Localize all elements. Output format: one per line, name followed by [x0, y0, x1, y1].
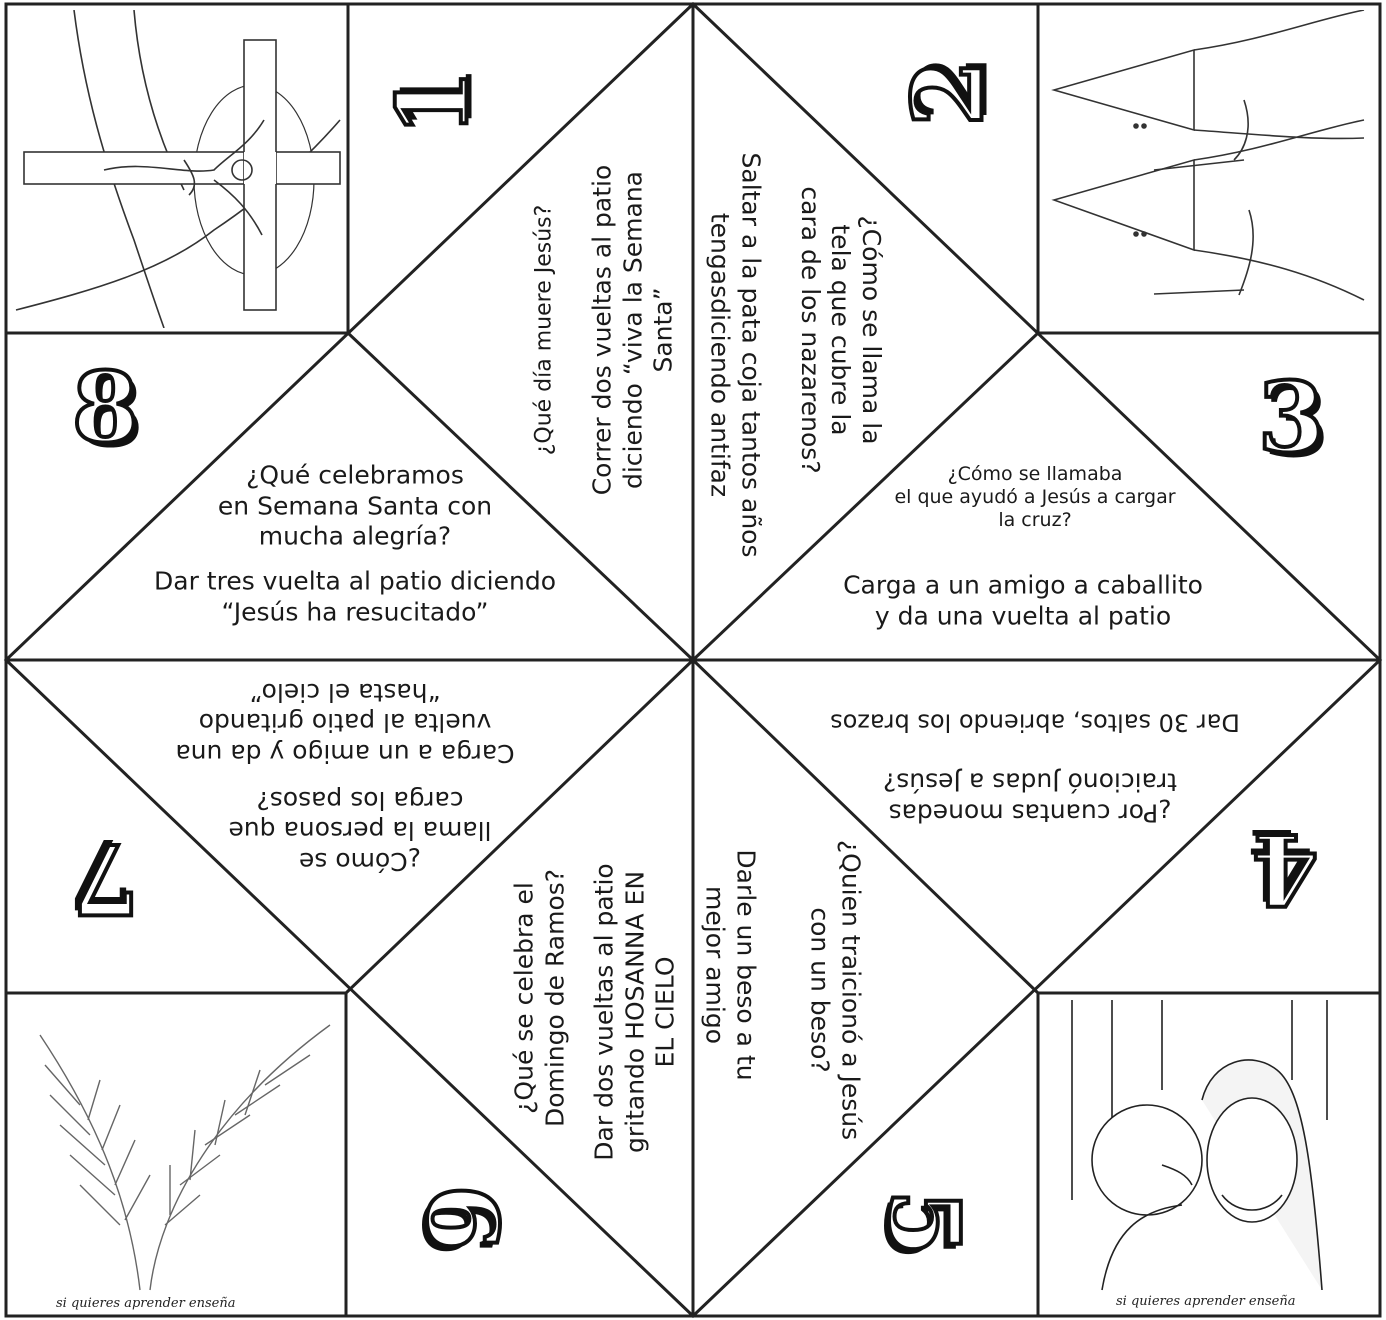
s8-question: ¿Qué celebramos en Semana Santa con mucha alegría?: [217, 460, 493, 551]
s4-challenge: Dar 30 saltos, abriendo los brazos: [830, 708, 1240, 737]
judas-kiss-drawing: [1052, 1000, 1348, 1292]
signature-bottom-right: si quieres aprender enseña: [1116, 1294, 1296, 1309]
number-8: 8: [72, 351, 139, 464]
number-5: 5: [867, 1189, 981, 1257]
number-6: 6: [405, 1184, 519, 1252]
s3-question: ¿Cómo se llamaba el que ayudó a Jesús a cargar la cruz?: [894, 463, 1176, 532]
s3-challenge: Carga a un amigo a caballito y da una vuelta al patio: [843, 570, 1203, 630]
nazarenos-drawing: [1044, 10, 1374, 328]
s5-question: ¿Quien traicionó a Jesús con un beso?: [806, 839, 866, 1141]
s1-question: ¿Qué día muere Jesús?: [531, 204, 557, 456]
signature-bottom-left: si quieres aprender enseña: [56, 1296, 236, 1311]
s1-challenge: Correr dos vueltas al patio diciendo “viva la Semana Santa”: [587, 164, 678, 496]
number-1: 1: [376, 69, 490, 137]
s5-challenge: Darle un beso a tu mejor amigo: [701, 849, 761, 1081]
crucifixion-drawing: [14, 10, 342, 328]
palm-leaves-drawing: [20, 1005, 340, 1295]
s7-question: ¿Cómo se llama la persona que carga los pasos?: [228, 785, 492, 876]
number-3: 3: [1258, 361, 1325, 474]
s6-challenge: Dar dos vueltas al patio gritando HOSANNA EN EL CIELO: [589, 863, 680, 1161]
s4-question: ¿Por cuantas monedas traicionó Judas a Jesús?: [883, 768, 1177, 828]
number-7: 7: [72, 822, 139, 935]
s2-challenge: Saltar a la pata coja tantos años tengasdiciendo antifaz: [706, 152, 766, 558]
s8-challenge: Dar tres vuelta al patio diciendo “Jesús ha resucitado”: [153, 566, 557, 626]
s6-question: ¿Qué se celebra el Domingo de Ramos?: [509, 868, 569, 1128]
s7-challenge: Carga a un amigo y da una vuelta al patio gritando “hasta el cielo”: [175, 677, 515, 768]
number-2: 2: [891, 59, 1005, 127]
s2-question: ¿Cómo se llama la tela que cubre la cara de los nazarenos?: [795, 186, 886, 474]
number-4: 4: [1252, 812, 1319, 925]
